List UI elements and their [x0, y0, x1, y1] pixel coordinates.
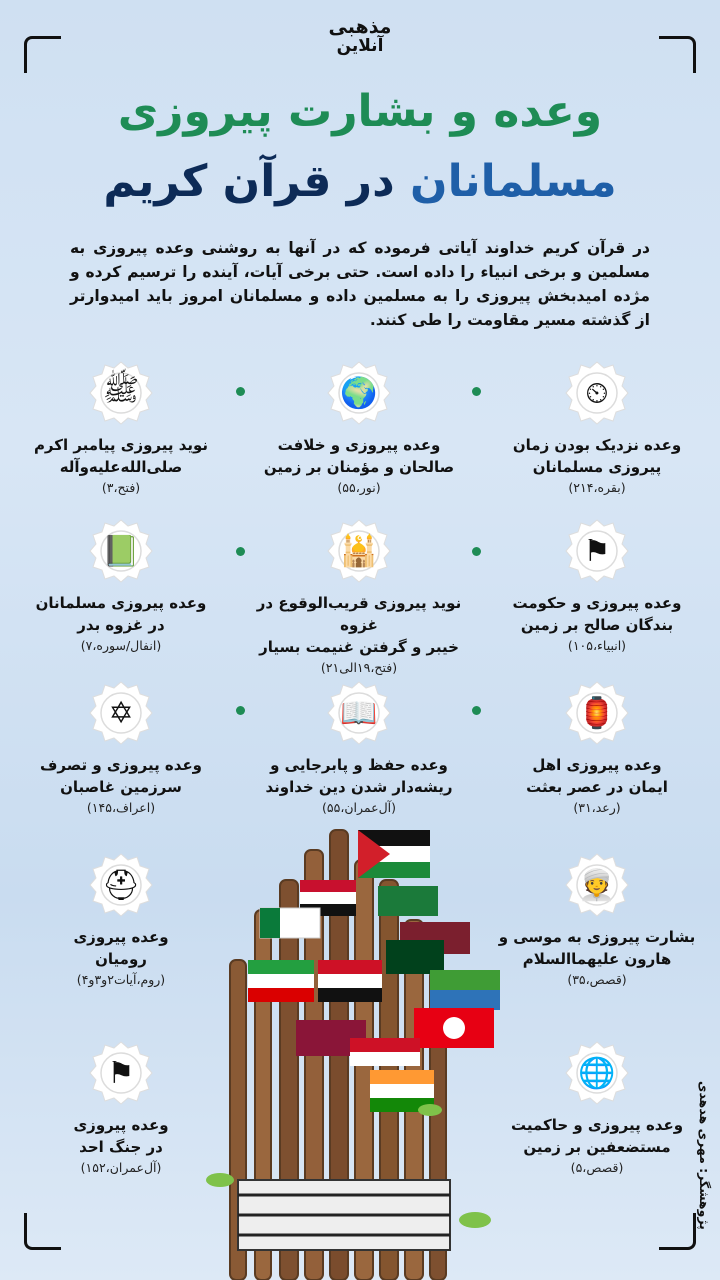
- flag-bearer-icon: [564, 518, 630, 584]
- promise-title-line-1: وعده پیروزی و حکومت: [512, 594, 682, 612]
- dome-of-rock-icon-glyph: 🕌: [340, 533, 378, 569]
- promise-item: [16, 518, 226, 653]
- promise-title-line-2: صالحان و مؤمنان بر زمین: [263, 458, 455, 476]
- separator-dot: [236, 706, 245, 715]
- star-of-david-icon-glyph: ✡: [108, 695, 134, 731]
- roman-helmet-icon: [88, 852, 154, 918]
- headline-line-1: وعده و بشارت پیروزی: [117, 86, 603, 137]
- promise-item: [492, 360, 702, 495]
- promise-title-line-2: ریشه‌دار شدن دین خداوند: [265, 778, 453, 796]
- promise-item: [492, 680, 702, 815]
- quran-reference: (فتح،۱۹الی۲۱): [320, 660, 398, 675]
- dome-of-rock-icon: [326, 518, 392, 584]
- promise-item: [254, 360, 464, 495]
- logo-line-1: مذهبی: [328, 16, 392, 38]
- promise-title-line-1: نوید پیروزی قریب‌الوقوع در غزوه: [256, 594, 462, 634]
- promise-title: [254, 434, 464, 478]
- frame-corner-bottom-right: [659, 1213, 696, 1250]
- globe-icon: [326, 360, 392, 426]
- turbaned-man-icon: [564, 852, 630, 918]
- promise-title: [16, 926, 226, 970]
- world-grid-icon-glyph: 🌐: [578, 1055, 616, 1091]
- promise-title: [16, 1114, 226, 1158]
- quran-book-icon: [88, 518, 154, 584]
- promise-item: [16, 360, 226, 495]
- frame-corner-bottom-left: [24, 1213, 61, 1250]
- promise-item: [492, 852, 702, 987]
- globe-icon-glyph: 🌍: [340, 375, 378, 411]
- brand-logo: [0, 18, 720, 56]
- promise-title: [492, 754, 702, 798]
- promise-title-line-2: رومیان: [95, 950, 147, 968]
- quran-reference: (بقره،۲۱۴): [568, 480, 626, 495]
- promise-item: [492, 518, 702, 653]
- clock-icon-glyph: ⏲: [585, 375, 609, 411]
- prophet-calligraphy-icon: [88, 360, 154, 426]
- promise-title-line-2: سرزمین غاصبان: [60, 778, 182, 796]
- promise-title-line-2: پیروزی مسلمانان: [532, 458, 662, 476]
- promise-title-line-1: نوید پیروزی پیامبر اکرم: [33, 436, 209, 454]
- promise-title-line-2: هارون علیهماالسلام: [522, 950, 672, 968]
- promise-title-line-1: وعده پیروزی: [73, 928, 169, 946]
- roman-helmet-icon-glyph: ⛑: [101, 867, 141, 903]
- quran-reference: (انفال/سوره،۷): [80, 638, 162, 653]
- quran-book-icon-glyph: 📗: [102, 533, 140, 569]
- intro-paragraph: در قرآن کریم خداوند آیاتی فرموده که در آنها به روشنی وعده پیروزی به مسلمین و برخی انبیاء را داده است. حتی برخی آیات، آینده را ترسیم کرده و مژده امیدبخش پیروزی را به مسلمین داده و مسلمانان امروز باید امیدوارتر از گذشته مسیر مقاومت را طی کنند.: [70, 239, 650, 329]
- promise-title-line-1: وعده پیروزی مسلمانان: [35, 594, 207, 612]
- promise-title: [16, 592, 226, 636]
- quran-reference: (رعد،۳۱): [573, 800, 621, 815]
- prophet-calligraphy-icon-glyph: ﷺ: [102, 372, 140, 408]
- quran-reference: (فتح،۳): [101, 480, 141, 495]
- promise-item: [16, 1040, 226, 1175]
- headline-part-2: در قرآن کریم: [103, 156, 395, 207]
- promise-title-line-1: وعده پیروزی: [73, 1116, 169, 1134]
- open-quran-icon-glyph: 📖: [340, 695, 378, 731]
- lantern-icon-glyph: 🏮: [578, 695, 616, 731]
- promise-title: [16, 434, 226, 478]
- quran-reference: (آل‌عمران،۵۵): [321, 800, 397, 815]
- quran-reference: (قصص،۳۵): [567, 972, 627, 987]
- promise-title: [492, 434, 702, 478]
- promise-title: [492, 592, 702, 636]
- quran-reference: (انبیاء،۱۰۵): [567, 638, 627, 653]
- black-flag-icon: [88, 1040, 154, 1106]
- promise-title-line-1: وعده نزدیک بودن زمان: [512, 436, 682, 454]
- promise-title: [254, 592, 464, 658]
- flags-sticks-illustration: [200, 820, 530, 1280]
- open-quran-icon: [326, 680, 392, 746]
- star-of-david-icon: [88, 680, 154, 746]
- promise-title-line-2: در جنگ احد: [79, 1138, 163, 1156]
- headline-part-1: مسلمانان: [394, 156, 617, 207]
- promise-title: [16, 754, 226, 798]
- separator-dot: [472, 387, 481, 396]
- promise-title-line-1: وعده پیروزی و خلافت: [277, 436, 441, 454]
- quran-reference: (اعراف،۱۴۵): [86, 800, 156, 815]
- promise-item: [16, 680, 226, 815]
- promise-title-line-2: خیبر و گرفتن غنیمت بسیار: [259, 638, 459, 656]
- quran-reference: (روم،آیات۲و۳و۴): [76, 972, 166, 987]
- flag-bearer-icon-glyph: ⚑: [583, 533, 611, 569]
- promise-item: [16, 852, 226, 987]
- promise-title-line-2: ایمان در عصر بعثت: [526, 778, 668, 796]
- promise-title-line-1: وعده پیروزی اهل: [532, 756, 662, 774]
- world-grid-icon: [564, 1040, 630, 1106]
- logo-line-2: آنلاین: [336, 35, 384, 56]
- promise-title-line-2: در غزوه بدر: [77, 616, 165, 634]
- quran-reference: (آل‌عمران،۱۵۲): [80, 1160, 162, 1175]
- quran-reference: (نور،۵۵): [337, 480, 381, 495]
- researcher-credit-text: پژوهشگر: مهری هدهدی: [697, 1081, 712, 1230]
- quran-reference: (قصص،۵): [570, 1160, 624, 1175]
- promise-item: [254, 680, 464, 815]
- promise-title-line-2: صلی‌الله‌علیه‌وآله: [59, 458, 183, 476]
- separator-dot: [236, 387, 245, 396]
- headline-line-2: [0, 156, 720, 207]
- promise-item: [254, 518, 464, 675]
- promise-title-line-2: مستضعفین بر زمین: [523, 1138, 671, 1156]
- promise-title-line-1: وعده پیروزی و حاکمیت: [510, 1116, 684, 1134]
- promise-title-line-1: وعده حفظ و پابرجایی و: [270, 756, 448, 774]
- separator-dot: [236, 547, 245, 556]
- promise-title-line-1: وعده پیروزی و تصرف: [39, 756, 203, 774]
- promise-title: [492, 1114, 702, 1158]
- promise-title: [492, 926, 702, 970]
- turbaned-man-icon-glyph: 👳: [578, 867, 616, 903]
- clock-icon: [564, 360, 630, 426]
- separator-dot: [472, 706, 481, 715]
- promise-item: [492, 1040, 702, 1175]
- promise-title: [254, 754, 464, 798]
- black-flag-icon-glyph: ⚑: [107, 1055, 135, 1091]
- promise-title-line-1: بشارت پیروزی به موسی و: [498, 928, 696, 946]
- promise-title-line-2: بندگان صالح بر زمین: [520, 616, 674, 634]
- separator-dot: [472, 547, 481, 556]
- lantern-icon: [564, 680, 630, 746]
